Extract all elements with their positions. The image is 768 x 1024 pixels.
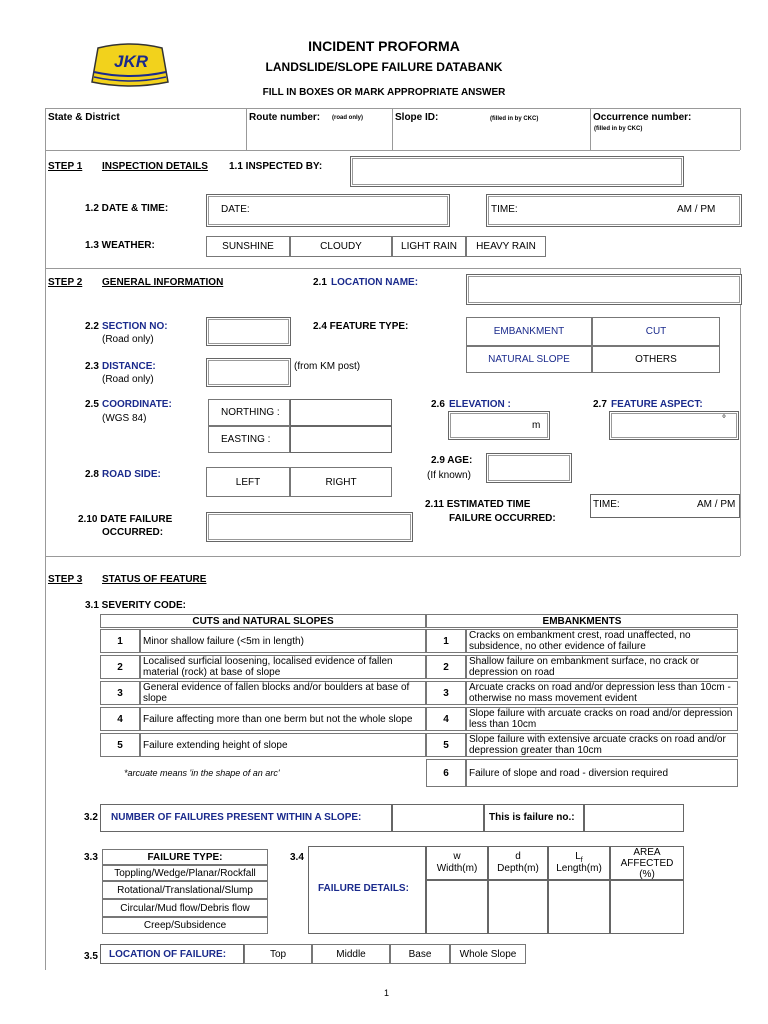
distance-num: 2.3 xyxy=(85,361,99,372)
width-symbol: w xyxy=(453,851,461,862)
ampm-label: AM / PM xyxy=(677,204,716,215)
width-label: Width(m) xyxy=(436,863,478,874)
length-symbol-sub: f xyxy=(580,857,583,864)
num-failures-input[interactable] xyxy=(392,804,484,832)
road-only-note: (Road only) xyxy=(102,334,154,345)
failure-type-creep[interactable]: Creep/Subsidence xyxy=(102,917,268,934)
if-known-note: (If known) xyxy=(427,470,471,481)
arcuate-note: *arcuate means 'in the shape of an arc' xyxy=(124,768,280,778)
feature-cut[interactable]: CUT xyxy=(592,317,720,346)
state-district-label: State & District xyxy=(48,112,120,123)
occurrence-note: (filled in by CKC) xyxy=(594,126,643,132)
cut-code-1: 1 xyxy=(100,629,140,653)
time-input[interactable] xyxy=(486,194,742,227)
inspected-by-label: 1.1 INSPECTED BY: xyxy=(229,161,323,172)
estimated-time-input[interactable] xyxy=(590,494,740,518)
location-failure-num: 3.5 xyxy=(84,951,98,962)
feature-others[interactable]: OTHERS xyxy=(592,346,720,373)
step1-title: INSPECTION DETAILS xyxy=(102,161,208,172)
road-side-label: ROAD SIDE: xyxy=(102,469,161,480)
location-name-input[interactable] xyxy=(466,274,742,305)
failure-details-num: 3.4 xyxy=(290,852,304,863)
frame-right-mid xyxy=(740,268,741,556)
cut-desc-5: Failure extending height of slope xyxy=(140,733,426,757)
width-header xyxy=(426,846,488,880)
divider-3 xyxy=(45,556,740,557)
cut-code-5: 5 xyxy=(100,733,140,757)
length-label: Length(m) xyxy=(556,863,602,874)
depth-symbol: d xyxy=(515,851,521,862)
length-symbol-main: L xyxy=(575,851,581,862)
cut-desc-3: General evidence of fallen blocks and/or boulders at base of slope xyxy=(140,681,426,705)
weather-sunshine[interactable]: SUNSHINE xyxy=(206,236,290,257)
depth-input[interactable] xyxy=(488,880,548,934)
emb-code-4: 4 xyxy=(426,707,466,731)
estimated-time-label-2: FAILURE OCCURRED: xyxy=(449,513,556,524)
location-failure-label-box xyxy=(100,944,244,964)
severity-code-label: 3.1 SEVERITY CODE: xyxy=(85,600,186,611)
cut-desc-4: Failure affecting more than one berm but not the whole slope xyxy=(140,707,426,731)
feature-aspect-label: FEATURE ASPECT: xyxy=(611,399,703,410)
section-num: 2.2 xyxy=(85,321,99,332)
easting-label: EASTING : xyxy=(208,426,290,453)
age-label: 2.9 AGE: xyxy=(431,455,473,466)
inspected-by-input[interactable] xyxy=(350,156,684,187)
emb-desc-1: Cracks on embankment crest, road unaffected, no subsidence, no other evidence of failure xyxy=(466,629,738,653)
failure-details-label: FAILURE DETAILS: xyxy=(318,883,409,894)
step1-label: STEP 1 xyxy=(48,161,83,172)
feature-aspect-input[interactable] xyxy=(609,411,739,440)
ampm-label-2: AM / PM xyxy=(697,499,736,510)
step3-title: STATUS OF FEATURE xyxy=(102,574,207,585)
coordinate-label: COORDINATE: xyxy=(102,399,172,410)
feature-embankment[interactable]: EMBANKMENT xyxy=(466,317,592,346)
section-no-label: SECTION NO: xyxy=(102,321,168,332)
date-time-label: 1.2 DATE & TIME: xyxy=(85,203,169,214)
step2-label: STEP 2 xyxy=(48,277,83,288)
embankments-header: EMBANKMENTS xyxy=(426,614,738,628)
elevation-num: 2.6 xyxy=(431,399,445,410)
time-label-2: TIME: xyxy=(593,499,620,510)
emb-code-3: 3 xyxy=(426,681,466,705)
location-num: 2.1 xyxy=(313,277,327,288)
area-input[interactable] xyxy=(610,880,684,934)
date-label: DATE: xyxy=(221,204,250,215)
depth-header xyxy=(488,846,548,880)
elevation-input[interactable] xyxy=(448,411,550,440)
location-top[interactable]: Top xyxy=(244,944,312,964)
num-failures-label-box xyxy=(100,804,392,832)
road-side-left[interactable]: LEFT xyxy=(206,467,290,497)
location-middle[interactable]: Middle xyxy=(312,944,390,964)
weather-light-rain[interactable]: LIGHT RAIN xyxy=(392,236,466,257)
degree-symbol: ° xyxy=(722,414,726,425)
instruction: FILL IN BOXES OR MARK APPROPRIATE ANSWER xyxy=(262,87,506,98)
frame-right-top xyxy=(740,108,741,150)
weather-heavy-rain[interactable]: HEAVY RAIN xyxy=(466,236,546,257)
failure-no-label: This is failure no.: xyxy=(489,812,575,823)
occurrence-label: Occurrence number: xyxy=(593,112,692,123)
emb-desc-2: Shallow failure on embankment surface, no crack or depression on road xyxy=(466,655,738,679)
cut-code-2: 2 xyxy=(100,655,140,679)
road-only-note-2: (Road only) xyxy=(102,374,154,385)
feature-type-label: 2.4 FEATURE TYPE: xyxy=(313,321,409,332)
divider-2 xyxy=(45,268,740,269)
width-input[interactable] xyxy=(426,880,488,934)
step3-label: STEP 3 xyxy=(48,574,83,585)
coordinate-num: 2.5 xyxy=(85,399,99,410)
frame-left xyxy=(45,108,46,970)
divider-1 xyxy=(45,150,740,151)
distance-label: DISTANCE: xyxy=(102,361,156,372)
location-failure-label: LOCATION OF FAILURE: xyxy=(109,949,227,960)
slope-id-note: (filled in by CKC) xyxy=(490,116,539,122)
date-failure-label-2: OCCURRED: xyxy=(102,527,164,538)
emb-desc-5: Slope failure with extensive arcuate cracks on road and/or depression greater than 10cm xyxy=(466,733,738,757)
num-failures-label: NUMBER OF FAILURES PRESENT WITHIN A SLOPE: xyxy=(111,812,362,823)
slope-id-label: Slope ID: xyxy=(395,112,439,123)
page-title: INCIDENT PROFORMA xyxy=(308,38,460,54)
failure-type-rotational[interactable]: Rotational/Translational/Slump xyxy=(102,881,268,899)
emb-code-2: 2 xyxy=(426,655,466,679)
weather-cloudy[interactable]: CLOUDY xyxy=(290,236,392,257)
location-base[interactable]: Base xyxy=(390,944,450,964)
step2-title: GENERAL INFORMATION xyxy=(102,277,224,288)
emb-code-5: 5 xyxy=(426,733,466,757)
sep xyxy=(590,108,591,150)
location-whole-slope[interactable]: Whole Slope xyxy=(450,944,526,964)
failure-no-label-box xyxy=(484,804,584,832)
failure-type-num: 3.3 xyxy=(84,852,98,863)
sep xyxy=(392,108,393,150)
cut-desc-2: Localised surficial loosening, localised evidence of fallen material (rock) at base of slope xyxy=(140,655,426,679)
length-input[interactable] xyxy=(548,880,610,934)
wgs-note: (WGS 84) xyxy=(102,413,147,424)
distance-input[interactable] xyxy=(206,358,291,387)
estimated-time-label-1: 2.11 ESTIMATED TIME xyxy=(425,499,531,510)
emb-code-6: 6 xyxy=(426,759,466,787)
area-symbol: AREA AFFECTED xyxy=(620,847,674,869)
location-name-label: LOCATION NAME: xyxy=(331,277,419,288)
time-label: TIME: xyxy=(491,204,518,215)
emb-desc-3: Arcuate cracks on road and/or depression less than 10cm - otherwise no mass movement evident xyxy=(466,681,738,705)
northing-input[interactable] xyxy=(290,399,392,426)
length-header xyxy=(548,846,610,880)
elevation-unit: m xyxy=(532,420,541,431)
date-failure-label-1: 2.10 DATE FAILURE xyxy=(78,514,173,525)
sep xyxy=(246,108,247,150)
date-failure-input[interactable] xyxy=(206,512,413,542)
depth-label: Depth(m) xyxy=(497,863,539,874)
date-input[interactable] xyxy=(206,194,450,227)
from-km-note: (from KM post) xyxy=(294,361,361,372)
age-input[interactable] xyxy=(486,453,572,483)
emb-desc-6: Failure of slope and road - diversion required xyxy=(466,759,738,787)
page-number: 1 xyxy=(384,988,390,998)
failure-details-label-box xyxy=(308,846,426,934)
feature-natural-slope[interactable]: NATURAL SLOPE xyxy=(466,346,592,373)
emb-desc-4: Slope failure with arcuate cracks on road and/or depression less than 10cm xyxy=(466,707,738,731)
cut-code-4: 4 xyxy=(100,707,140,731)
easting-input[interactable] xyxy=(290,426,392,453)
num-failures-num: 3.2 xyxy=(84,812,98,823)
section-no-input[interactable] xyxy=(206,317,291,346)
area-header xyxy=(610,846,684,880)
road-side-right[interactable]: RIGHT xyxy=(290,467,392,497)
cuts-header: CUTS and NATURAL SLOPES xyxy=(100,614,426,628)
cut-code-3: 3 xyxy=(100,681,140,705)
area-label: (%) xyxy=(639,869,655,880)
weather-label: 1.3 WEATHER: xyxy=(85,240,155,251)
page-subtitle: LANDSLIDE/SLOPE FAILURE DATABANK xyxy=(265,60,503,74)
route-number-label: Route number: xyxy=(249,112,321,123)
road-side-num: 2.8 xyxy=(85,469,99,480)
elevation-label: ELEVATION : xyxy=(449,399,511,410)
emb-code-1: 1 xyxy=(426,629,466,653)
route-note: (road only) xyxy=(332,115,363,121)
failure-type-circular[interactable]: Circular/Mud flow/Debris flow xyxy=(102,899,268,917)
failure-no-input[interactable] xyxy=(584,804,684,832)
cut-desc-1: Minor shallow failure (<5m in length) xyxy=(140,629,426,653)
failure-type-toppling[interactable]: Toppling/Wedge/Planar/Rockfall xyxy=(102,865,268,881)
logo-text: JKR xyxy=(114,52,149,71)
northing-label: NORTHING : xyxy=(208,399,290,426)
failure-type-header: FAILURE TYPE: xyxy=(102,849,268,865)
aspect-num: 2.7 xyxy=(593,399,607,410)
